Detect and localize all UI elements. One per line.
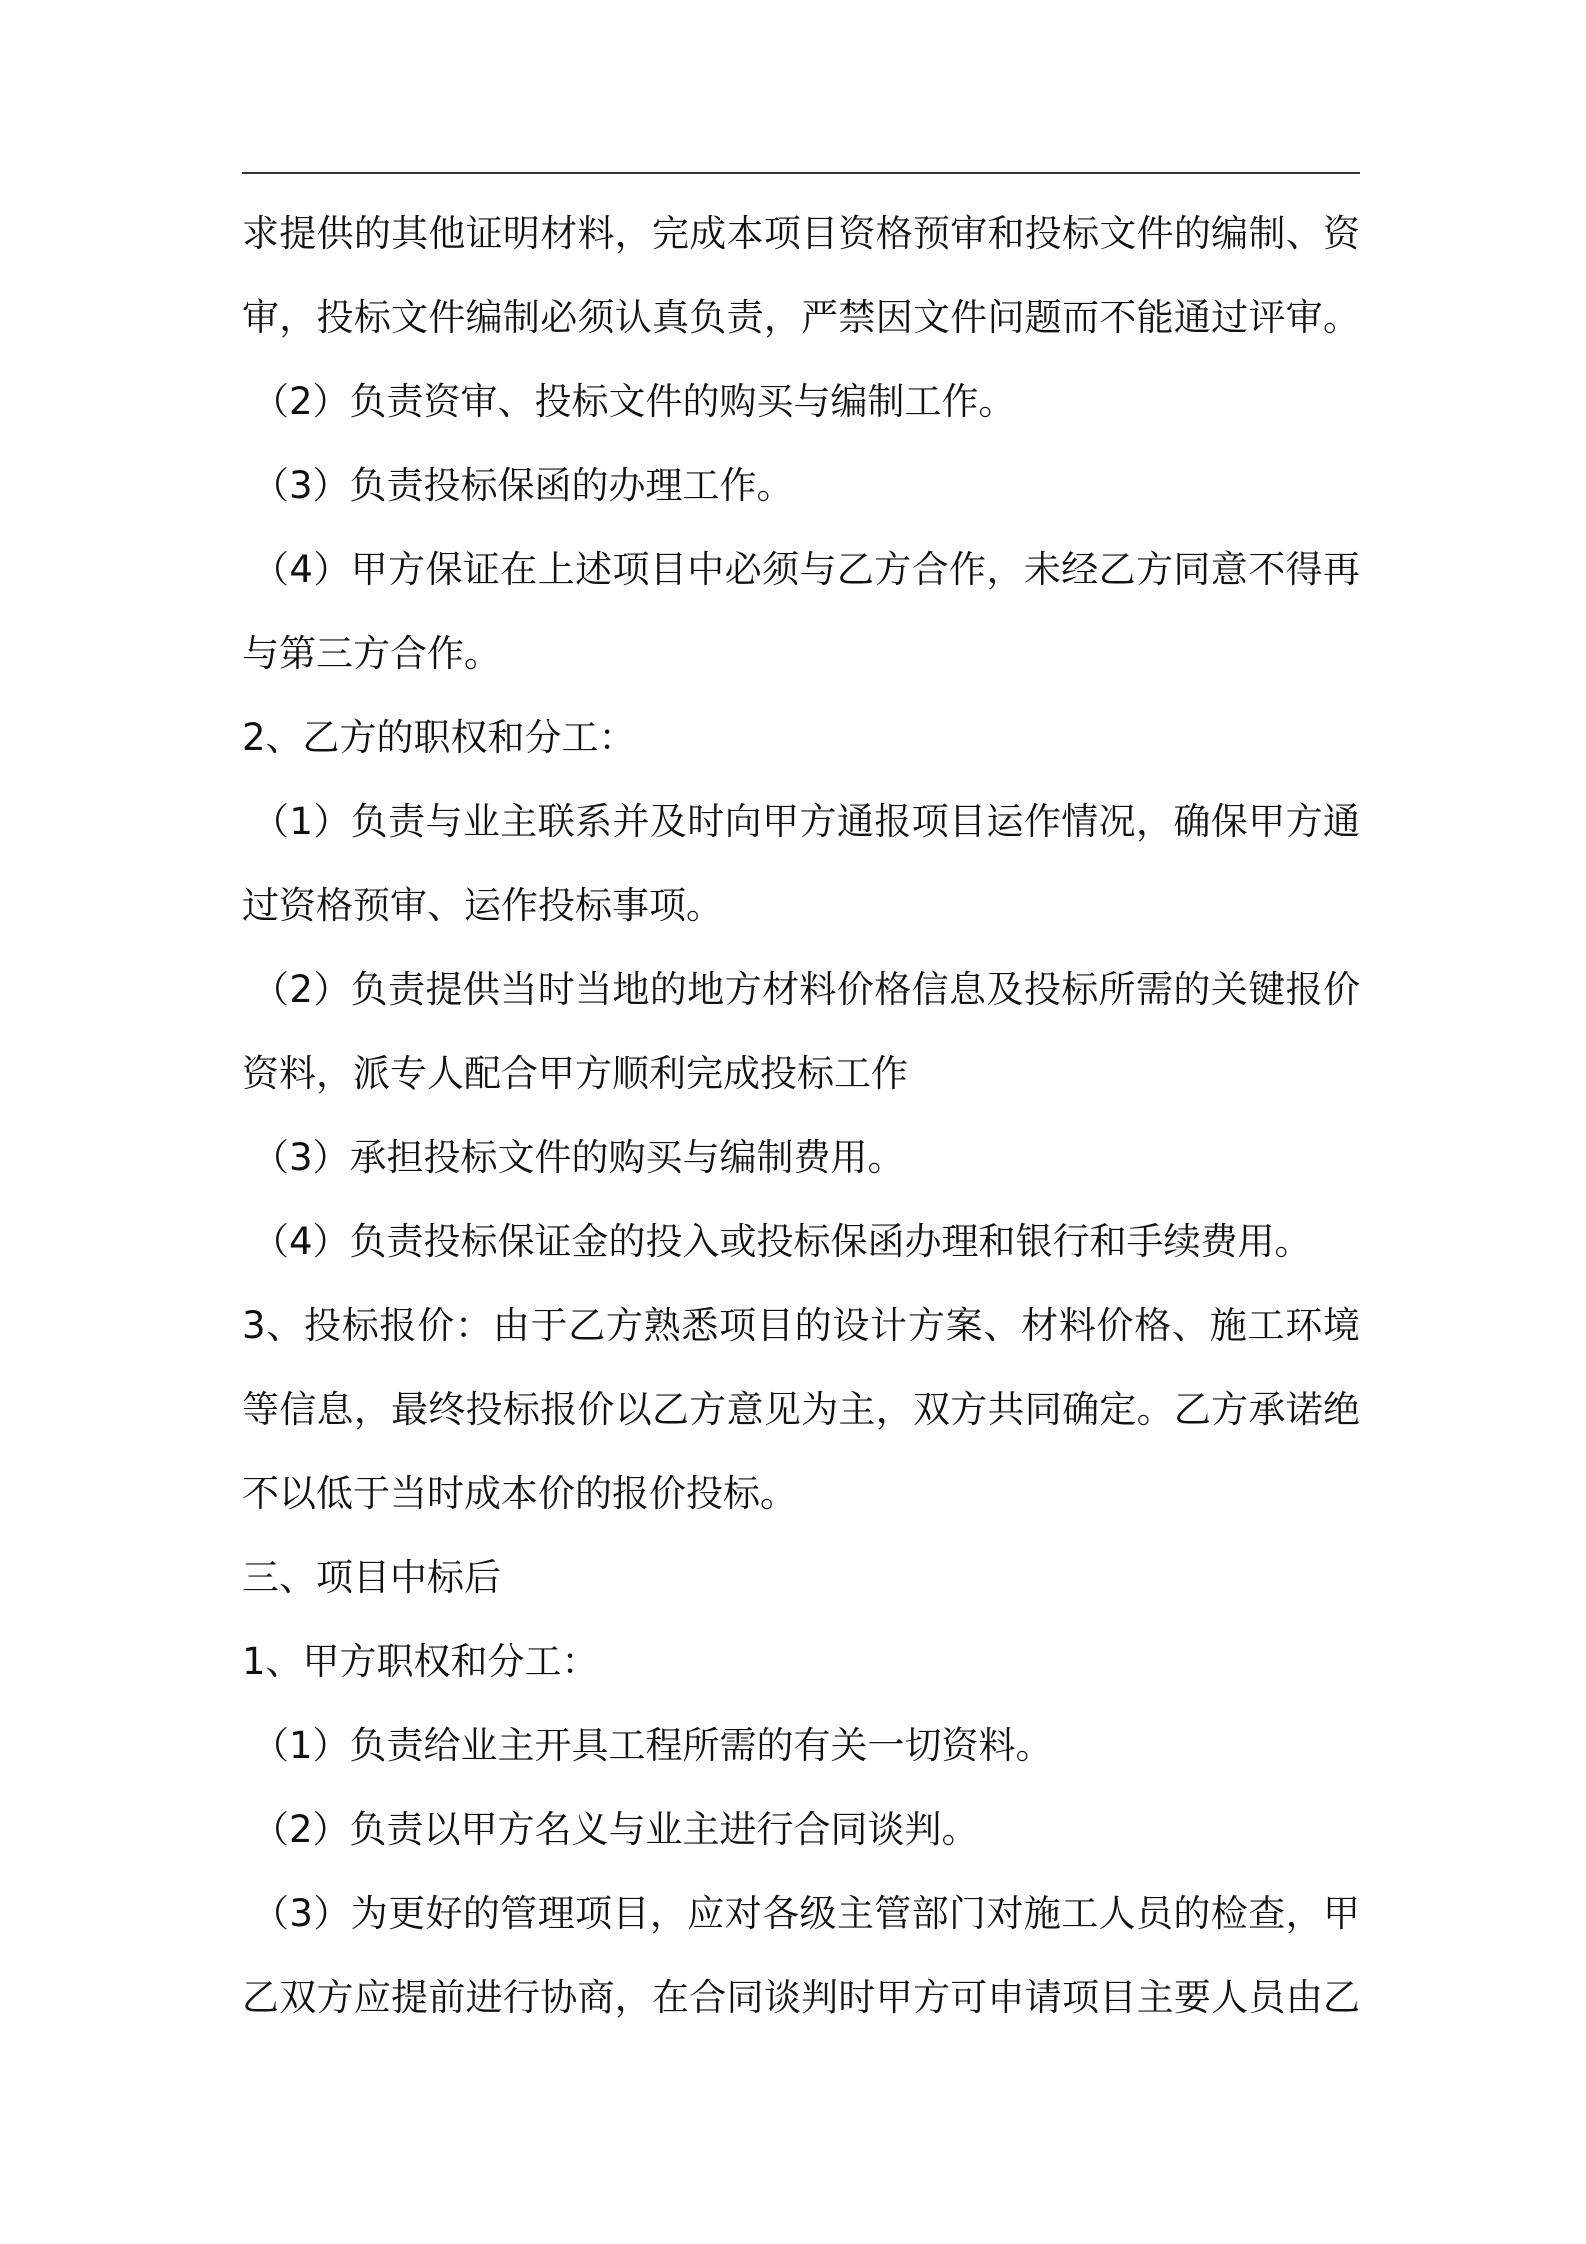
text-line: （4）负责投标保证金的投入或投标保函办理和银行和手续费用。 [252, 1220, 1312, 1263]
text-line: 资料，派专人配合甲方顺利完成投标工作 [242, 1052, 908, 1095]
text-line: （1）负责与业主联系并及时向甲方通报项目运作情况，确保甲方通 [252, 800, 1360, 843]
text-line: （1）负责给业主开具工程所需的有关一切资料。 [252, 1724, 1053, 1767]
text-line: （2）负责以甲方名义与业主进行合同谈判。 [252, 1808, 979, 1851]
document-body [242, 192, 1360, 2040]
section-heading: 2、乙方的职权和分工： [242, 716, 636, 759]
text-line: （2）负责资审、投标文件的购买与编制工作。 [252, 380, 1016, 423]
text-line: （3）为更好的管理项目，应对各级主管部门对施工人员的检查，甲 [252, 1892, 1360, 1935]
section-heading: 1、甲方职权和分工： [242, 1640, 599, 1683]
text-line: 过资格预审、运作投标事项。 [242, 884, 723, 927]
text-line: （3）负责投标保函的办理工作。 [252, 464, 794, 507]
header-rule [242, 172, 1360, 174]
text-line: 乙双方应提前进行协商，在合同谈判时甲方可申请项目主要人员由乙 [242, 1976, 1360, 2019]
text-line: 3、投标报价：由于乙方熟悉项目的设计方案、材料价格、施工环境 [242, 1304, 1360, 1347]
text-line: 不以低于当时成本价的报价投标。 [242, 1472, 797, 1515]
section-heading: 三、项目中标后 [242, 1556, 501, 1599]
text-line: 审，投标文件编制必须认真负责，严禁因文件问题而不能通过评审。 [242, 296, 1360, 339]
text-line: （3）承担投标文件的购买与编制费用。 [252, 1136, 905, 1179]
text-line: 与第三方合作。 [242, 632, 501, 675]
text-line: 等信息，最终投标报价以乙方意见为主，双方共同确定。乙方承诺绝 [242, 1388, 1360, 1431]
text-line: 求提供的其他证明材料，完成本项目资格预审和投标文件的编制、资 [242, 212, 1360, 255]
text-line: （2）负责提供当时当地的地方材料价格信息及投标所需的关键报价 [252, 968, 1360, 1011]
text-line: （4）甲方保证在上述项目中必须与乙方合作，未经乙方同意不得再 [252, 548, 1360, 591]
